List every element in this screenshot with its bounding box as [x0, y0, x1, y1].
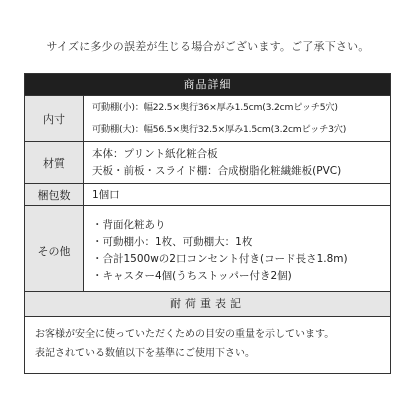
row-material	[25, 141, 390, 183]
row-other	[25, 205, 390, 295]
value-line: 1個口	[92, 189, 120, 201]
value-line: 可動棚(小)：幅22.5×奥行36×厚み1.5cm(3.2cmピッチ5穴)	[92, 101, 338, 113]
product-details-table	[24, 73, 391, 296]
row-label: 内寸	[25, 96, 84, 141]
value-line: ・背面化粧あり	[92, 218, 166, 231]
row-value	[84, 206, 390, 295]
load-capacity-header: 耐荷重表記	[25, 292, 390, 317]
row-label: 材質	[25, 142, 84, 183]
value-line: ・キャスター4個(うちストッパー付き2個)	[92, 269, 292, 282]
product-details-header: 商品詳細	[25, 74, 390, 95]
row-label: その他	[25, 206, 84, 295]
row-inner-dimensions	[25, 95, 390, 141]
row-value	[84, 96, 390, 141]
value-line: ・合計1500wの2口コンセント付き(コード長さ1.8m)	[92, 252, 348, 265]
row-package-count	[25, 183, 390, 205]
row-label: 梱包数	[25, 184, 84, 205]
value-line: 天板・前板・スライド棚：合成樹脂化粧繊維板(PVC)	[92, 164, 342, 177]
size-notice: サイズに多少の誤差が生じる場合がございます。ご了承下さい。	[46, 40, 370, 53]
row-value	[84, 142, 390, 183]
load-line: お客様が安全に使っていただくための目安の重量を示しています。	[35, 329, 335, 340]
row-value	[84, 184, 390, 205]
load-capacity-body	[25, 317, 390, 373]
load-capacity-box	[24, 291, 391, 374]
value-line: ・可動棚小：1枚、可動棚大：1枚	[92, 235, 253, 248]
load-line: 表記されている数値以下を基準にご使用下さい。	[35, 348, 255, 359]
value-line: 本体：プリント紙化粧合板	[92, 147, 218, 160]
value-line: 可動棚(大)：幅56.5×奥行32.5×厚み1.5cm(3.2cmピッチ3穴)	[92, 123, 347, 135]
